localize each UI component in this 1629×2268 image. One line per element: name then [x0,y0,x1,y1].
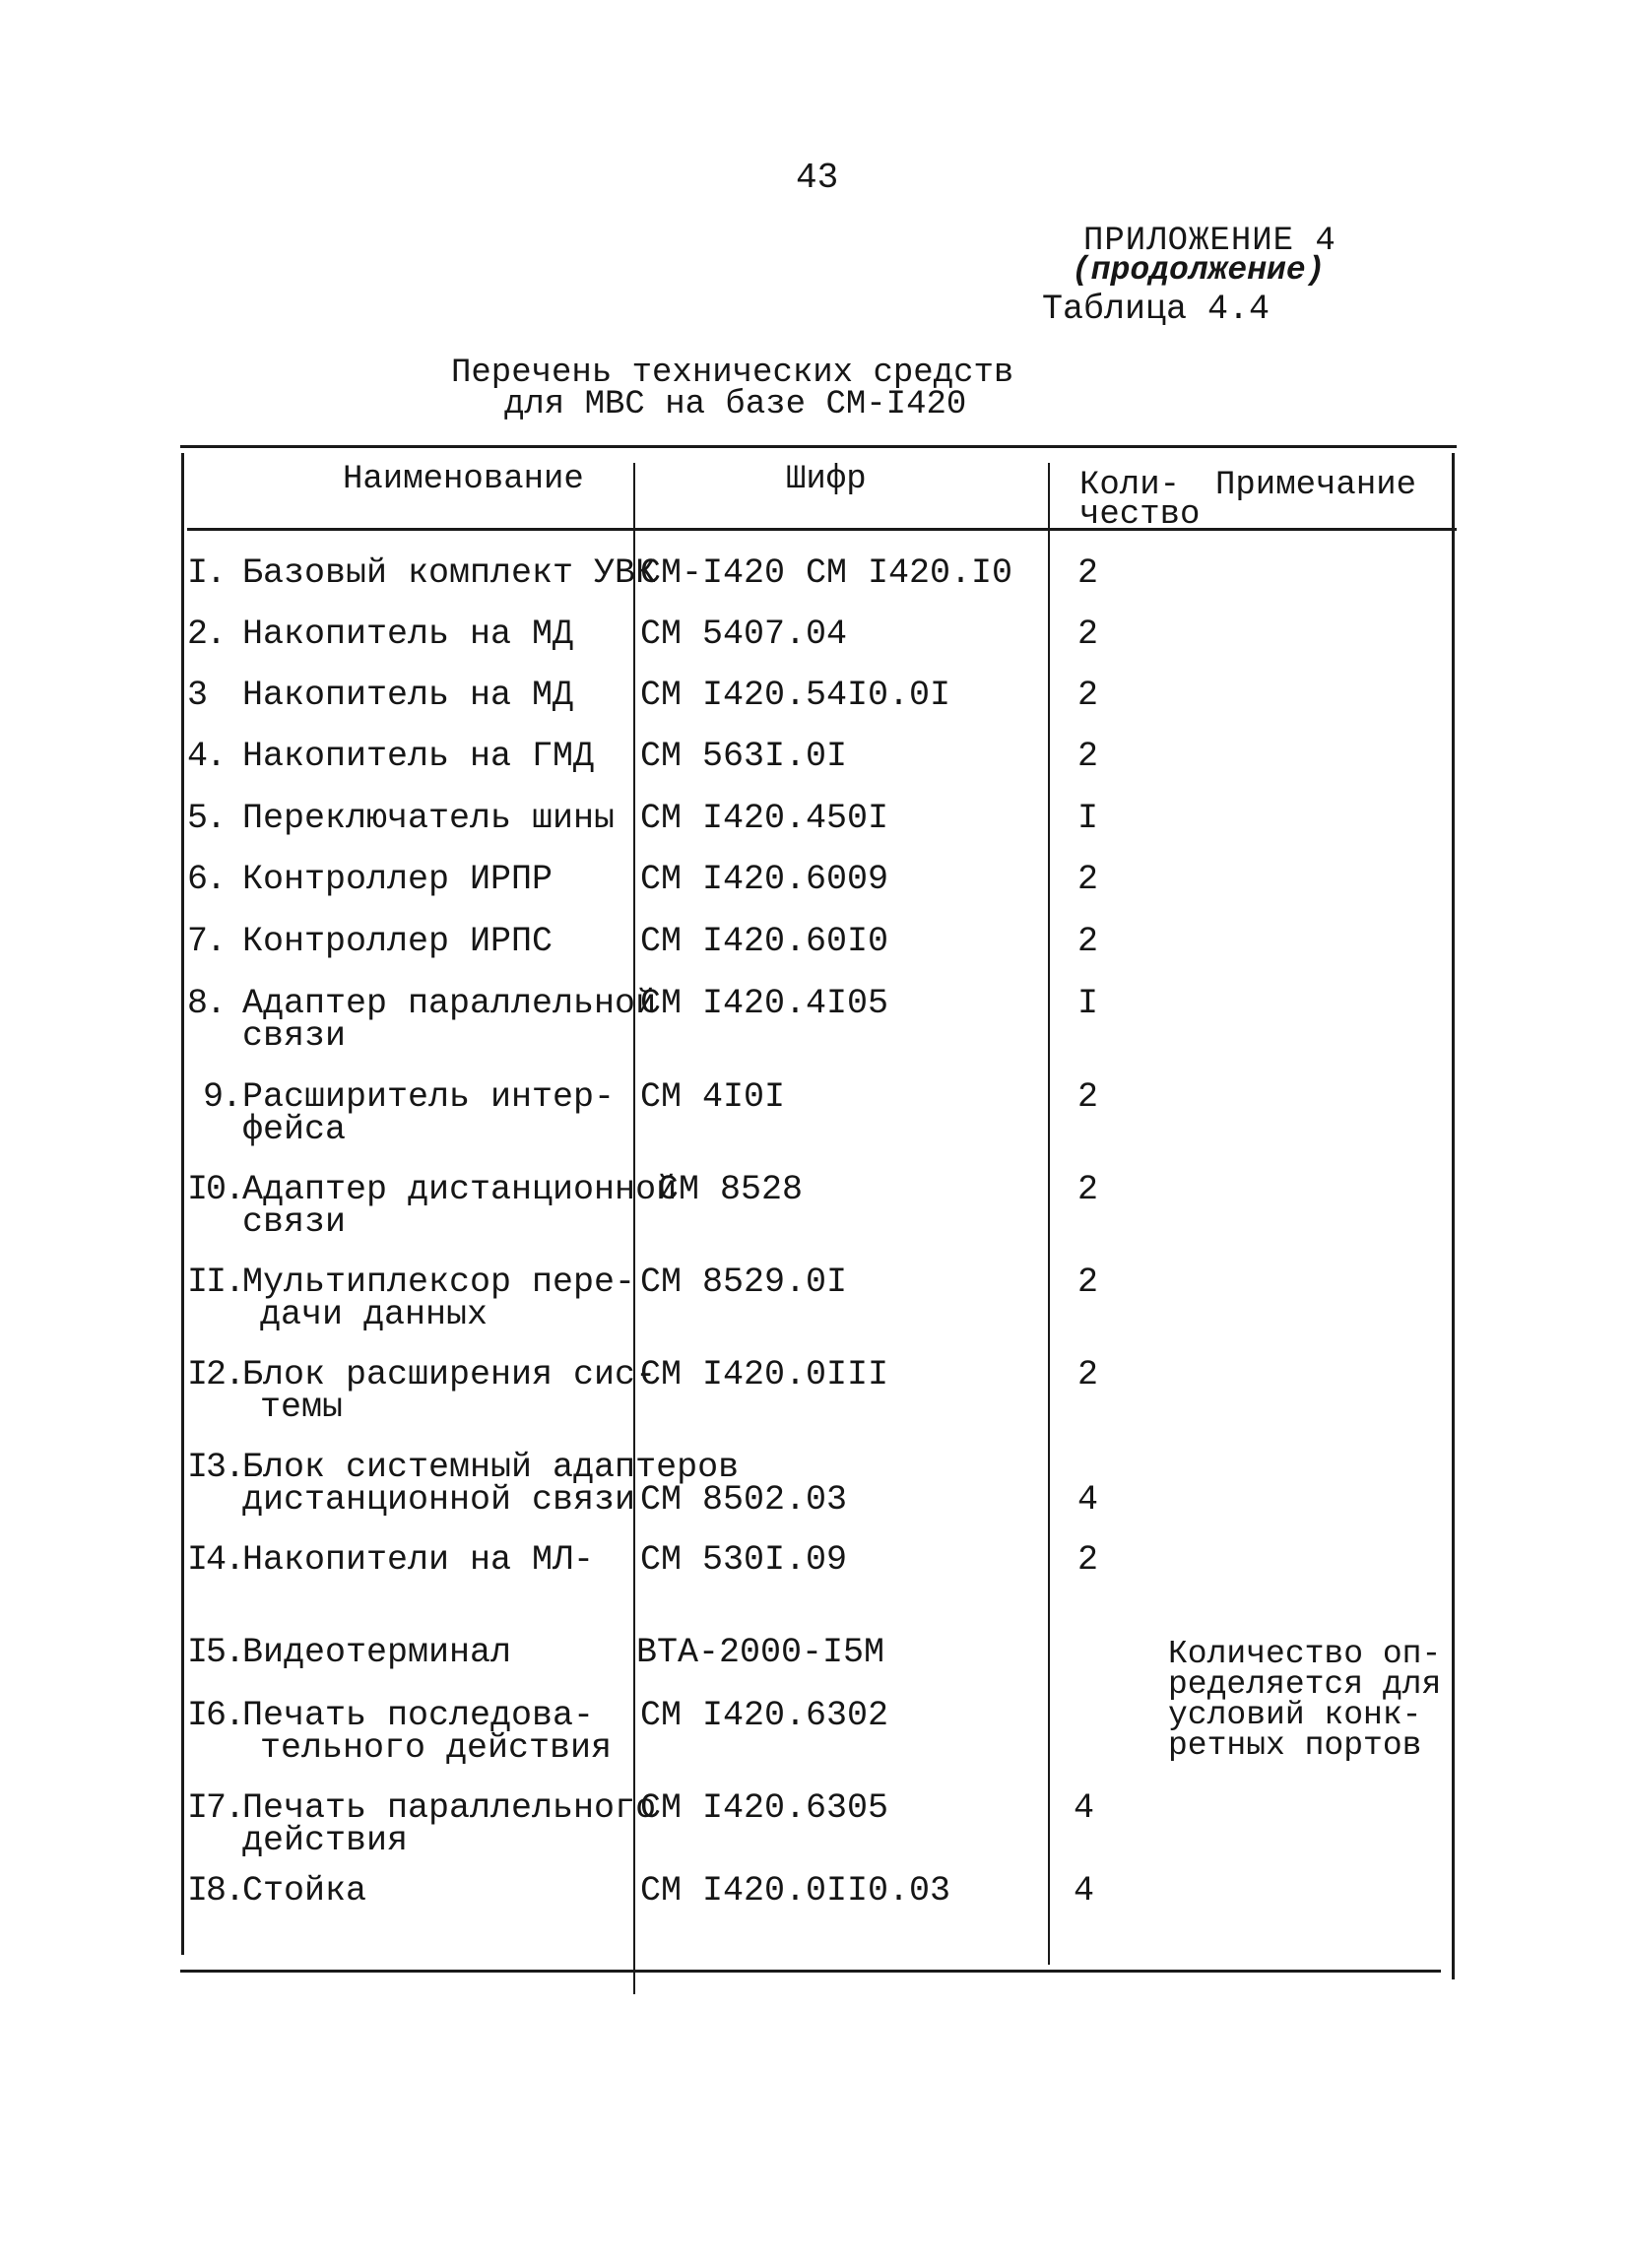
header-note: Примечание [1215,467,1417,504]
row-name-cont: действия [242,1821,409,1860]
row-name-cont: темы [260,1388,344,1427]
note-line: Количество оп- [1168,1636,1442,1672]
row-code: СМ 8502.03 [640,1480,848,1520]
row-name: Печать последова- [242,1696,595,1735]
row-code: СМ 5407.04 [640,615,848,654]
row-qty: 2 [1077,676,1099,715]
row-name: Печать параллельного [242,1788,657,1828]
row-name: Накопитель на ГМД [242,737,595,776]
note-line: ределяется для [1168,1666,1442,1703]
row-code: СМ I420.6302 [640,1696,889,1735]
row-number: I8. [187,1871,244,1911]
row-number: I7. [187,1788,244,1828]
row-number: 9. [203,1077,241,1117]
row-code: СМ I420.54I0.0I [640,676,951,715]
row-name: Блок расширения сис- [242,1355,657,1394]
row-name-cont: дистанционной связи [242,1480,636,1520]
row-name: Базовый комплект УВК [242,553,657,593]
row-code: СМ I420.450I [640,799,889,838]
row-number: 5. [187,799,226,838]
row-name: Расширитель интер- [242,1077,616,1117]
row-name: Контроллер ИРПР [242,860,554,899]
row-name: Блок системный адаптеров [242,1448,740,1487]
row-name-cont: связи [242,1016,347,1056]
row-code: СМ 8529.0I [640,1263,848,1302]
table-right-border [1452,453,1455,1979]
table-bottom-border [180,1970,1441,1973]
row-code: СМ-I420 СМ I420.I0 [640,553,1013,593]
header-name: Наименование [343,461,584,498]
note-line: ретных портов [1168,1727,1422,1764]
row-number: 2. [187,615,226,654]
continuation-label: (продолжение) [1072,252,1326,289]
row-qty: 2 [1077,1170,1099,1209]
row-qty: 2 [1077,1540,1099,1580]
page-number: 43 [796,158,839,198]
row-number: I2. [187,1355,244,1394]
note-line: условий конк- [1168,1697,1422,1733]
row-number: 6. [187,860,226,899]
table-top-border [180,445,1457,448]
header-qty-line1: Коли- [1079,467,1181,504]
row-name: Видеотерминал [242,1633,512,1672]
row-code: СМ I420.4I05 [640,984,889,1023]
row-qty: I [1077,984,1099,1023]
table-title-line1: Перечень технических средств [451,355,1014,392]
header-bottom-border [187,528,1457,531]
row-name: Накопитель на МД [242,615,574,654]
row-name: Контроллер ИРПС [242,922,554,961]
row-qty: 4 [1074,1788,1095,1828]
table-left-border [181,453,184,1955]
row-qty: 4 [1077,1480,1099,1520]
row-number: I. [187,553,226,593]
row-name-cont: тельного действия [260,1728,613,1768]
divider-name-code [633,463,635,1994]
row-qty: I [1077,799,1099,838]
row-name-cont: дачи данных [260,1295,489,1334]
row-number: II. [187,1263,244,1302]
row-qty: 2 [1077,1263,1099,1302]
row-code: ВТА-2000-I5М [636,1633,885,1672]
header-qty-line2: чество [1079,496,1201,534]
row-number: I6. [187,1696,244,1735]
row-name: Накопители на МЛ- [242,1540,595,1580]
row-code: СМ I420.6009 [640,860,889,899]
row-name: Переключатель шины [242,799,616,838]
row-code: СМ 530I.09 [640,1540,848,1580]
table-title-line2: для МВС на базе СМ-I420 [504,386,967,423]
row-qty: 2 [1077,1077,1099,1117]
row-code: СМ I420.6305 [640,1788,889,1828]
row-name: Адаптер дистанционной [242,1170,678,1209]
row-number: 7. [187,922,226,961]
appendix-label: ПРИЛОЖЕНИЕ 4 [1083,223,1336,260]
row-number: I0. [187,1170,244,1209]
header-code: Шифр [786,461,867,498]
row-number: 8. [187,984,226,1023]
row-name-cont: связи [242,1202,347,1242]
row-code: СМ I420.0II0.03 [640,1871,951,1911]
row-name-cont: фейса [242,1110,347,1149]
row-number: I4. [187,1540,244,1580]
row-qty: 2 [1077,922,1099,961]
row-qty: 4 [1074,1871,1095,1911]
row-qty: 2 [1077,860,1099,899]
row-number: I5. [187,1633,244,1672]
row-name: Мультиплексор пере- [242,1263,636,1302]
row-code: СМ I420.0III [640,1355,889,1394]
row-number: 3 [187,676,207,715]
row-code: СМ 8528 [658,1170,804,1209]
row-qty: 2 [1077,1355,1099,1394]
row-name: Адаптер параллельной [242,984,657,1023]
table-caption: Таблица 4.4 [1042,290,1271,329]
row-number: I3. [187,1448,244,1487]
row-code: СМ 563I.0I [640,737,848,776]
row-qty: 2 [1077,553,1099,593]
row-name: Накопитель на МД [242,676,574,715]
row-name: Стойка [242,1871,367,1911]
row-code: СМ 4I0I [640,1077,786,1117]
divider-code-qty [1048,463,1050,1965]
row-code: СМ I420.60I0 [640,922,889,961]
row-qty: 2 [1077,615,1099,654]
row-qty: 2 [1077,737,1099,776]
row-number: 4. [187,737,226,776]
